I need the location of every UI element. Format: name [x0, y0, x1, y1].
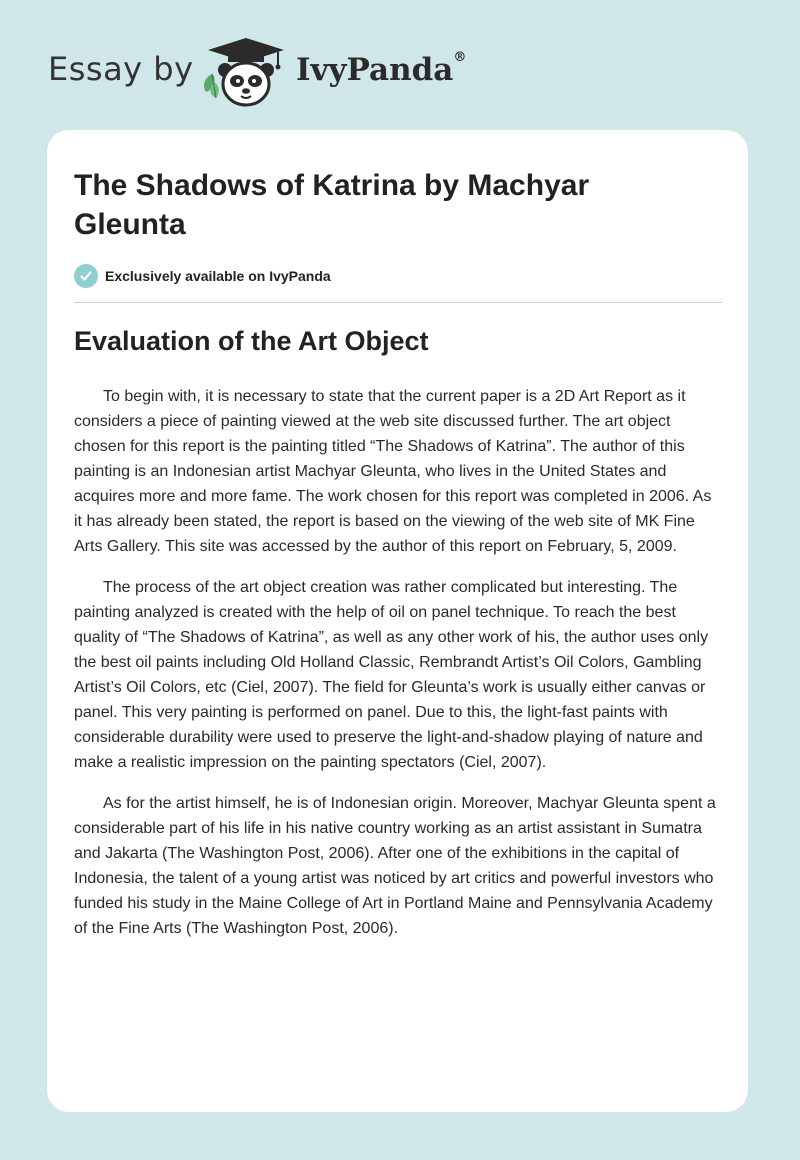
leaf-icon [204, 74, 219, 98]
exclusive-badge-label: Exclusively available on IvyPanda [105, 268, 331, 284]
brand-name[interactable]: IvyPanda® [296, 50, 467, 88]
essay-body [74, 384, 722, 957]
paragraph: As for the artist himself, he is of Indonesian origin. Moreover, Machyar Gleunta spent a considerable part of his life in his native country working as an artist assistant in Sumatra and Jakarta (The Washington Post, 2006). After one of the exhibitions in the capital of Indonesia, the talent of a young artist was noticed by art critics and powerful investors who funded his study in the Maine College of Art in Portland Maine and Pennsylvania Academy of the Fine Arts (The Washington Post, 2006). [74, 795, 716, 937]
panda-graduate-icon[interactable] [198, 34, 290, 110]
paragraph: The process of the art object creation was rather complicated but interesting. The painting analyzed is created with the help of oil on panel technique. To reach the best quality of “The Shadows of Katrina”, as well as any other work of his, the author uses only the best oil paints including Old Holland Classic, Rembrandt Artist’s Oil Colors, Gambling Artist’s Oil Colors, etc (Ciel, 2007). The field for Gleunta’s work is usually either canvas or panel. This very painting is performed on panel. Due to this, the light-fast paints with considerable durability were used to preserve the light-and-shadow playing of nature and make a realistic impression on the painting spectators (Ciel, 2007). [74, 579, 709, 771]
check-icon [74, 264, 98, 288]
paragraph: To begin with, it is necessary to state that the current paper is a 2D Art Report as it considers a piece of painting viewed at the web site discussed further. The art object chosen for this report is the painting titled “The Shadows of Katrina”. The author of this painting is an Indonesian artist Machyar Gleunta, who lives in the United States and acquires more and more fame. The work chosen for this report was completed in 2006. As it has already been stated, the report is based on the viewing of the web site of MK Fine Arts Gallery. This site was accessed by the author of this report on February, 5, 2009. [74, 388, 712, 555]
essay-by-label: Essay by [48, 50, 194, 88]
page-title: The Shadows of Katrina by Machyar Gleunta [74, 169, 590, 241]
section-heading: Evaluation of the Art Object [74, 326, 429, 356]
divider [74, 302, 722, 303]
essay-card [47, 130, 748, 1112]
trademark-symbol: ® [453, 50, 467, 65]
site-header [0, 0, 800, 130]
exclusive-badge [74, 264, 331, 288]
